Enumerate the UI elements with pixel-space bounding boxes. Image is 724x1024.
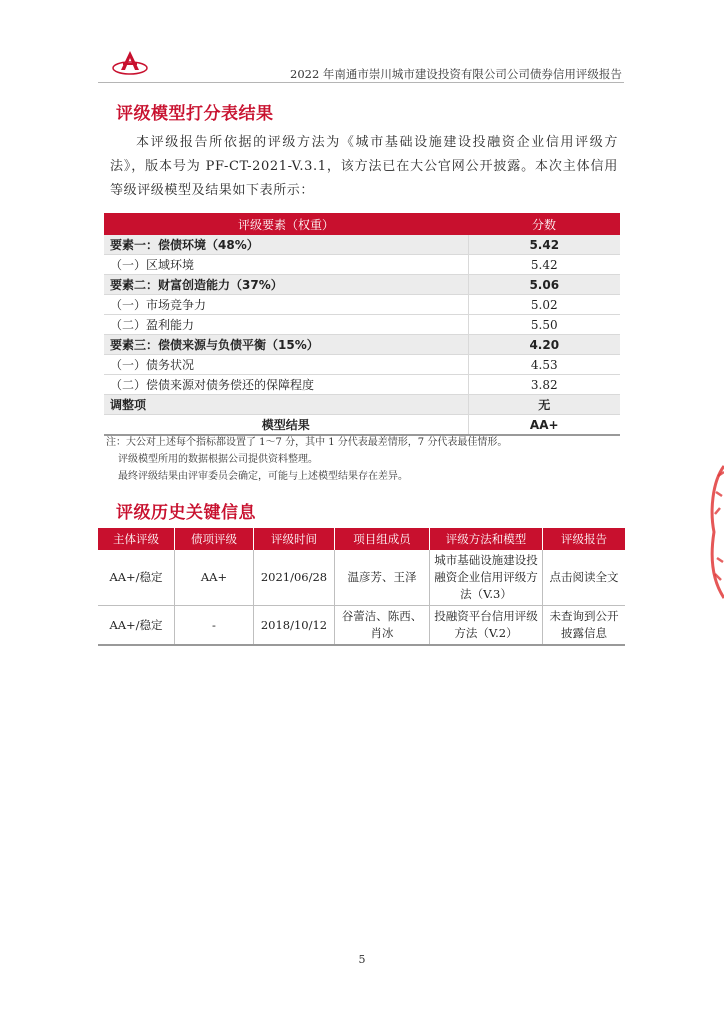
factor-score: 5.42 (468, 255, 620, 275)
factor-score: 3.82 (468, 375, 620, 395)
factor-label: （二）偿债来源对债务偿还的保障程度 (104, 375, 468, 395)
table-row (104, 255, 620, 275)
factor-score: 4.53 (468, 355, 620, 375)
header-report: 评级报告 (543, 528, 626, 550)
note-line: 注：大公对上述每个指标都设置了 1～7 分，其中 1 分代表最差情形，7 分代表最佳情形。 (106, 437, 508, 448)
score-table-header (104, 213, 620, 235)
report-header-title: 2022 年南通市崇川城市建设投资有限公司公司债券信用评级报告 (290, 67, 622, 81)
entity-rating: AA+/稳定 (98, 550, 175, 606)
header-team: 项目组成员 (335, 528, 430, 550)
entity-rating: AA+/稳定 (98, 606, 175, 646)
rating-method: 投融资平台信用评级方法（V.2） (430, 606, 543, 646)
section-title-model-results: 评级模型打分表结果 (116, 104, 274, 124)
factor-label: （二）盈利能力 (104, 315, 468, 335)
header-factor: 评级要素（权重） (104, 213, 468, 235)
factor-label: 要素一：偿债环境（48%） (104, 235, 468, 255)
table-row (104, 355, 620, 375)
note-line: 最终评级结果由评审委员会确定，可能与上述模型结果存在差异。 (118, 471, 408, 482)
intro-paragraph: 本评级报告所依据的评级方法为《城市基础设施建设投融资企业信用评级方法》，版本号为 PF-CT-2021-V.3.1，该方法已在大公官网公开披露。本次主体信用等级评级模型及结果如下表所示： (110, 135, 618, 198)
header-entity-rating: 主体评级 (98, 528, 175, 550)
factor-score: 5.06 (468, 275, 620, 295)
factor-score: 5.42 (468, 235, 620, 255)
team-members: 谷蕾洁、陈西、肖冰 (335, 606, 430, 646)
factor-score: 无 (468, 395, 620, 415)
company-logo-icon (112, 48, 148, 78)
header-divider (98, 82, 624, 83)
model-result-score: AA+ (468, 415, 620, 436)
rating-date: 2021/06/28 (254, 550, 335, 606)
rating-date: 2018/10/12 (254, 606, 335, 646)
team-members: 温彦芳、王泽 (335, 550, 430, 606)
table-row (98, 550, 625, 606)
bond-rating: AA+ (175, 550, 254, 606)
table-row (98, 606, 625, 646)
table-row (104, 295, 620, 315)
table-row (104, 415, 620, 436)
seal-stamp-icon (708, 462, 724, 602)
factor-label: 调整项 (104, 395, 468, 415)
table-row (104, 235, 620, 255)
factor-score: 5.50 (468, 315, 620, 335)
table-row (104, 335, 620, 355)
history-table-header (98, 528, 625, 550)
factor-label: （一）市场竞争力 (104, 295, 468, 315)
rating-method: 城市基础设施建设投融资企业信用评级方法（V.3） (430, 550, 543, 606)
report-status: 未查询到公开披露信息 (543, 606, 626, 646)
bond-rating: - (175, 606, 254, 646)
score-table (104, 213, 620, 436)
factor-label: （一）区域环境 (104, 255, 468, 275)
table-row (104, 275, 620, 295)
note-line: 评级模型所用的数据根据公司提供资料整理。 (118, 454, 318, 465)
table-row (104, 315, 620, 335)
header-score: 分数 (468, 213, 620, 235)
rating-history-table (98, 528, 625, 646)
header-rating-date: 评级时间 (254, 528, 335, 550)
read-report-link[interactable]: 点击阅读全文 (543, 550, 626, 606)
factor-label: 要素三：偿债来源与负债平衡（15%） (104, 335, 468, 355)
factor-score: 5.02 (468, 295, 620, 315)
model-result-label: 模型结果 (104, 415, 468, 436)
factor-score: 4.20 (468, 335, 620, 355)
factor-label: （一）债务状况 (104, 355, 468, 375)
factor-label: 要素二：财富创造能力（37%） (104, 275, 468, 295)
header-method: 评级方法和模型 (430, 528, 543, 550)
header-bond-rating: 债项评级 (175, 528, 254, 550)
table-row (104, 375, 620, 395)
section-title-rating-history: 评级历史关键信息 (116, 503, 256, 523)
page-number: 5 (358, 953, 366, 966)
table-notes (106, 434, 626, 485)
table-row (104, 395, 620, 415)
